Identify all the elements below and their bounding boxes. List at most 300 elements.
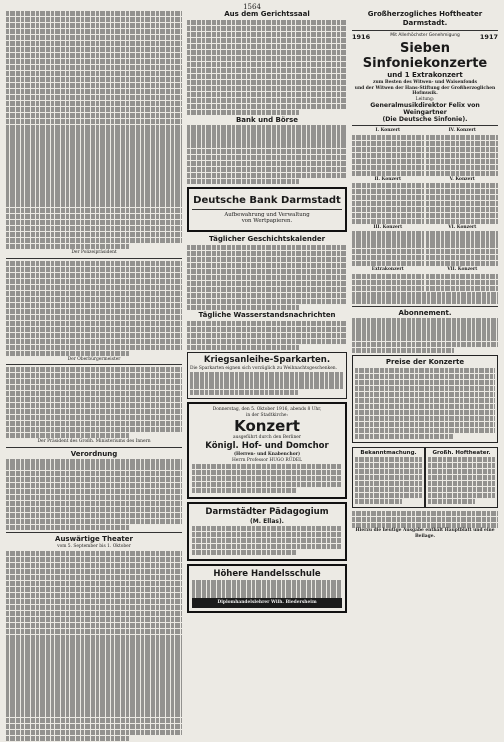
text-line [428,475,495,480]
text-line [187,281,347,286]
text-line [6,664,182,669]
text-line [6,736,129,741]
text-line [428,469,495,474]
theater-subtitle: vom 5. September bis 1. Oktober [57,544,131,550]
text-line [355,380,495,385]
text-line [6,433,129,438]
text-line [187,339,347,344]
text-line [426,219,498,224]
text-line [6,267,182,272]
text-line [355,428,495,433]
text-line [426,243,498,248]
text-line [6,652,182,657]
text-line [426,255,498,260]
text-line [6,557,182,562]
signature-1: Der Polizeipräsident [71,250,117,256]
text-line [355,434,453,439]
konzert-3: III. Konzert [373,224,403,230]
text-line [187,44,347,49]
text-line [6,35,182,40]
text-line [352,159,424,164]
director: Generalmusikdirektor Felix von Weingartner [370,102,480,117]
text-line [352,517,498,522]
text-line [187,327,347,332]
text-line [6,688,182,693]
text-line [6,569,182,574]
text-line [6,261,182,266]
text-line [192,538,342,543]
text-line [6,226,182,231]
text-line [6,136,182,141]
text-line [6,489,182,494]
konzert-leader: Herrn Professor HUGO RÜDEL [231,457,303,463]
text-line [6,23,182,28]
text-line [6,421,182,426]
text-line [192,464,342,469]
text-line [352,280,424,285]
text-line [352,318,498,323]
konzert-4: IV. Konzert [448,128,476,134]
text-line [187,245,347,250]
text-line [428,457,495,462]
text-line [426,147,498,152]
text-line [6,244,129,249]
season-end: 1917 [479,33,498,41]
text-line [6,291,182,296]
preise-box [352,355,498,443]
text-line [6,700,182,705]
deutsche-bank-line2: von Wertpapieren. [241,218,293,225]
text-line [352,292,498,297]
text-line [187,149,347,154]
text-line [6,309,182,314]
verordnung-title: Verordnung [70,449,118,458]
purpose-2: und der Witwen der Hans-Stiftung der Großherzoglichen Hofmusik. [354,85,496,97]
text-line [352,523,498,528]
season-start: 1916 [352,33,371,41]
text-line [426,237,498,242]
text-line [6,345,182,350]
konzert-ad [187,402,347,499]
text-line [352,195,424,200]
text-line [352,298,498,303]
text-line [187,62,347,67]
konzert-2: II. Konzert [374,176,402,182]
text-line [187,155,347,160]
text-line [352,213,424,218]
text-line [6,279,182,284]
text-line [6,17,182,22]
text-line [6,551,182,556]
konzert-by: ausgeführt durch den Berliner [233,435,301,441]
text-line [6,166,182,171]
text-line [187,143,347,148]
text-line [6,513,182,518]
konzert-choir: Königl. Hof- und Domchor [205,441,329,452]
text-line [6,409,182,414]
column-right [352,10,498,540]
text-line [6,184,182,189]
text-line [187,263,347,268]
text-line [6,101,182,106]
notice-block-2 [6,261,182,356]
text-line [6,718,182,723]
konzert-date: Donnerstag, den 5. Oktober 1916, abends 8 Uhr, [212,407,322,413]
theater-title: Auswärtige Theater [55,535,133,544]
text-line [6,724,182,729]
text-line [6,730,182,735]
text-line [192,526,342,531]
text-line [352,330,498,335]
gericht-body [187,20,347,115]
hoftheater-title: Großherzogliches Hoftheater Darmstadt. [367,10,483,27]
text-line [6,706,182,711]
text-line [6,581,182,586]
text-line [428,481,495,486]
text-line [187,38,347,43]
text-line [352,141,424,146]
text-line [428,499,475,504]
text-line [6,459,182,464]
verordnung-body [6,459,182,530]
text-line [426,153,498,158]
text-line [6,471,182,476]
text-line [6,635,182,640]
sparkarten-text: Die Sparkarten eignen sich vorzüglich zu Weihnachtsgeschenken. [190,365,338,371]
text-line [6,148,182,153]
text-line [6,220,182,225]
text-line [6,59,182,64]
signature-2: Der Oberbürgermeister [67,356,121,362]
text-line [426,261,498,266]
kalender-title: Täglicher Geschichtskalender [208,235,326,244]
text-line [6,77,182,82]
text-line [6,519,182,524]
text-line [355,422,495,427]
text-line [187,125,347,130]
text-line [6,525,129,530]
text-line [6,333,182,338]
text-line [6,575,182,580]
extrakonzert: Extrakonzert [371,267,404,273]
text-line [355,475,422,480]
text-line [187,293,347,298]
text-line [187,161,347,166]
headline-2: und 1 Extrakonzert [387,71,463,79]
handelsschule-sub: Diplomhandelslehrer Wilh. Biedersheim [192,598,342,608]
text-line [6,397,182,402]
text-line [352,165,424,170]
leitung: Leitung: [415,96,435,102]
text-line [6,465,182,470]
text-line [352,336,498,341]
deutsche-bank-ad [187,187,347,232]
text-line [192,470,342,475]
konzert-7: VII. Konzert [447,267,478,273]
text-line [6,611,182,616]
text-line [426,171,498,176]
text-line [187,321,347,326]
sparkarten-ad [187,352,347,399]
text-line [192,532,342,537]
text-line [6,617,182,622]
text-line [6,160,182,165]
text-line [6,285,182,290]
footer-note: Hierzu die heutige Ausgabe enthält Hauptblatt und eine Beilage. [355,528,495,540]
text-line [6,53,182,58]
text-line [352,274,424,279]
konzert-6: VI. Konzert [448,224,477,230]
text-line [426,159,498,164]
headline: Sieben Sinfoniekonzerte [362,41,488,71]
text-line [428,493,495,498]
sparkarten-title: Kriegsanleihe-Sparkarten. [203,354,331,365]
text-line [6,232,182,237]
text-line [187,179,299,184]
text-line [352,135,424,140]
text-line [6,658,182,663]
kalender-body [187,245,347,310]
handelsschule-ad [187,564,347,613]
bottom-notices [352,445,498,510]
text-line [187,26,347,31]
text-line [6,47,182,52]
text-line [187,345,299,350]
wasser-body [187,321,347,350]
text-line [187,104,347,109]
text-line [426,213,498,218]
text-line [187,173,347,178]
text-line [426,280,498,285]
text-line [190,372,344,377]
text-line [352,243,424,248]
text-line [6,107,182,112]
text-line [187,257,347,262]
theater-listing [6,551,182,742]
text-line [426,231,498,236]
text-line [187,110,299,115]
text-line [6,41,182,46]
text-line [6,214,182,219]
handelsschule-title: Höhere Handelsschule [213,568,321,579]
text-line [187,305,299,310]
text-line [192,476,342,481]
text-line [355,416,495,421]
text-line [187,20,347,25]
text-line [6,327,182,332]
text-line [426,135,498,140]
text-line [187,50,347,55]
text-line [187,74,347,79]
text-line [352,147,424,152]
text-line [352,171,424,176]
text-line [6,385,182,390]
text-line [352,286,424,291]
text-line [352,183,424,188]
text-line [6,172,182,177]
director-sub: (Die Deutsche Sinfonie). [382,116,468,124]
text-line [6,623,182,628]
text-line [6,593,182,598]
wasser-title: Tägliche Wasserstandsnachrichten [198,311,336,320]
text-line [6,190,182,195]
text-line [6,273,182,278]
text-line [6,95,182,100]
text-line [190,390,298,395]
text-line [187,86,347,91]
text-line [187,68,347,73]
text-line [187,131,347,136]
text-line [352,231,424,236]
text-line [6,629,182,634]
text-line [6,202,182,207]
text-line [187,92,347,97]
text-line [187,167,347,172]
text-line [187,137,347,142]
text-line [192,586,342,591]
text-line [192,550,297,555]
notice-block-3 [6,367,182,438]
text-line [352,261,424,266]
page-number: 1564 [243,3,261,11]
text-line [6,321,182,326]
text-line [6,477,182,482]
text-line [6,587,182,592]
text-line [6,89,182,94]
text-line [426,249,498,254]
text-line [355,457,422,462]
text-line [6,646,182,651]
text-line [187,275,347,280]
text-line [426,165,498,170]
text-line [190,384,344,389]
text-line [352,219,424,224]
text-line [355,368,495,373]
text-line [6,196,182,201]
paedagogium-sub: (M. Ellas). [250,517,284,525]
text-line [6,712,182,717]
text-line [355,493,422,498]
bank-body [187,125,347,184]
text-line [352,249,424,254]
text-line [187,80,347,85]
hoftheater-notice-title: Großh. Hoftheater. [432,450,491,457]
deutsche-bank-name: Deutsche Bank Darmstadt [193,195,341,207]
text-line [355,463,422,468]
deutsche-bank-line: Aufbewahrung und Verwaltung [224,212,310,219]
text-line [6,403,182,408]
text-line [352,342,498,347]
text-line [190,378,344,383]
text-line [6,694,182,699]
text-line [6,125,182,130]
bank-title: Bank und Börse [235,115,299,124]
text-line [192,482,342,487]
text-line [6,670,182,675]
text-line [428,487,495,492]
text-line [355,386,495,391]
column-middle [187,10,347,616]
text-line [187,287,347,292]
konzert-5: V. Konzert [449,176,475,182]
text-line [6,495,182,500]
signature-3: Der Präsident des Großh. Ministeriums des Innern [37,438,151,444]
abonnement-title: Abonnement. [398,308,452,317]
text-line [352,324,498,329]
text-line [6,11,182,16]
text-line [6,379,182,384]
text-line [6,178,182,183]
text-line [187,56,347,61]
text-line [352,255,424,260]
text-line [192,544,342,549]
text-line [6,238,182,243]
text-line [6,339,182,344]
konzerte-grid [352,128,498,291]
text-line [6,501,182,506]
text-line [187,269,347,274]
text-line [352,237,424,242]
text-line [192,592,342,597]
text-line [6,315,182,320]
text-line [6,130,182,135]
text-line [6,483,182,488]
konzert-sub: (Herren- und Knabenchor) [233,452,301,458]
text-line [428,463,495,468]
text-line [352,153,424,158]
text-line [426,189,498,194]
text-line [6,391,182,396]
bekannt-title: Bekanntmachung. [360,450,417,457]
text-line [6,563,182,568]
text-line [6,351,129,356]
text-line [192,580,342,585]
konzert-1: I. Konzert [375,128,401,134]
text-line [6,682,182,687]
text-line [355,410,495,415]
text-line [426,141,498,146]
text-line [352,348,454,353]
text-line [426,201,498,206]
text-line [6,599,182,604]
text-line [6,676,182,681]
text-line [187,98,347,103]
notice-block [6,11,182,250]
text-line [6,119,182,124]
text-line [355,499,402,504]
text-line [187,299,347,304]
text-line [352,201,424,206]
text-line [355,487,422,492]
column-left [6,10,182,742]
text-line [426,207,498,212]
text-line [6,640,182,645]
konzert-place: in der Stadtkirche: [245,412,289,418]
text-line [355,392,495,397]
text-line [352,207,424,212]
text-line [6,65,182,70]
text-line [352,511,498,516]
text-line [355,374,495,379]
text-line [6,373,182,378]
preise-title: Preise der Konzerte [385,358,465,367]
purpose: zum Besten des Witwen- und Waisenfonds [373,80,477,85]
text-line [355,404,495,409]
text-line [426,183,498,188]
text-line [6,29,182,34]
text-line [6,71,182,76]
text-line [6,605,182,610]
